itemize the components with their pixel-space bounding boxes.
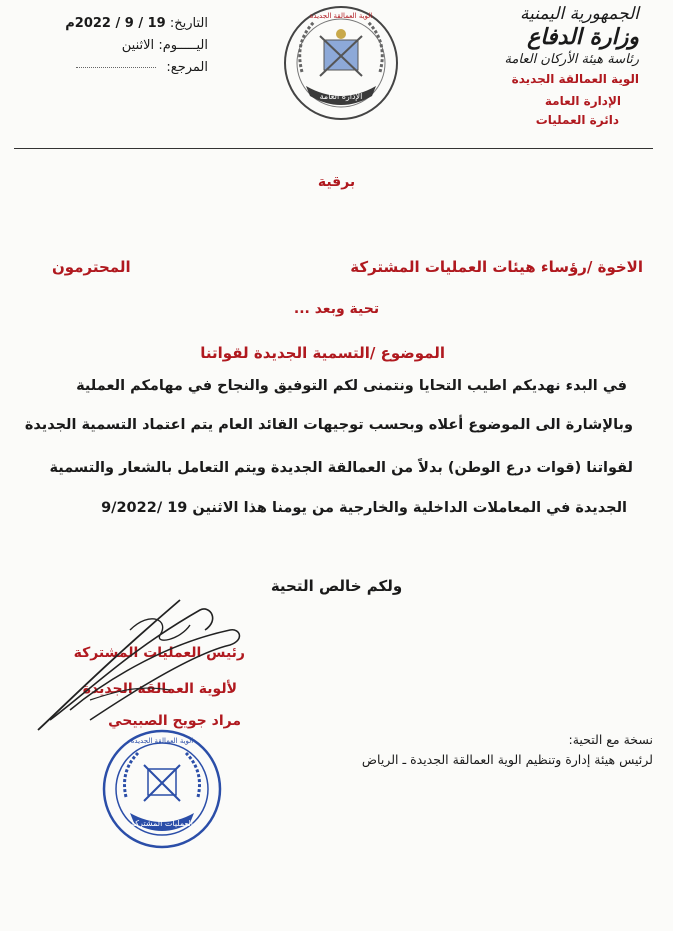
ministry-line: وزارة الدفاع	[527, 24, 639, 50]
body-line-4: الجديدة في المعاملات الداخلية والخارجية من يومنا هذا الاثنين 19 /9/2022	[101, 500, 627, 516]
header-divider	[14, 148, 653, 149]
signature-title: رئيس العمليات المشتركة	[73, 645, 245, 661]
body-line-2: وبالإشارة الى الموضوع أعلاه وبحسب توجيهات القائد العام يتم اعتماد التسمية الجديدة	[24, 417, 633, 433]
department-line: دائرة العمليات	[535, 113, 619, 127]
emblem-top-text: الوية العمالقة الجديدة	[309, 12, 373, 20]
staff-line: رئاسة هيئة الأركان العامة	[504, 52, 639, 67]
respected-line: المحترمون	[52, 258, 131, 276]
copy-label: نسخة مع التحية:	[568, 732, 653, 747]
handwritten-signature	[30, 590, 260, 740]
date-row	[38, 16, 208, 31]
signature-name: مراد جويح الصبيحي	[108, 713, 241, 729]
admin-line: الإدارة العامة	[544, 94, 621, 108]
copy-line: لرئيس هيئة إدارة وتنظيم الوية العمالقة الجديدة ـ الرياض	[361, 752, 653, 767]
closing-line: ولكم خالص التحية	[270, 577, 403, 595]
doc-type: برقية	[317, 174, 356, 190]
date-value: 19 / 9 / 2022م	[65, 16, 166, 31]
ref-label: المرجع:	[166, 60, 208, 75]
body-line-1: في البدء نهديكم اطيب التحايا ونتمنى لكم التوفيق والنجاح في مهامكم العملية	[76, 378, 627, 394]
official-stamp	[100, 727, 224, 851]
greeting-line: تحية وبعد ...	[293, 301, 380, 317]
brigade-line: الوية العمالقة الجديدة	[511, 72, 639, 86]
day-label: اليـــــوم:	[158, 38, 208, 53]
subject-line: الموضوع /التسمية الجديدة لقواتنا	[200, 344, 445, 362]
date-label: التاريخ:	[169, 16, 208, 31]
day-row	[38, 38, 208, 53]
stamp-bottom-text: العمليات المشتركة	[130, 819, 194, 828]
brigade-emblem-logo	[280, 2, 402, 124]
emblem-bottom-text: الإدارة العامة	[319, 92, 363, 101]
day-value: الاثنين	[121, 38, 155, 53]
ref-blank	[76, 67, 156, 68]
ref-row	[38, 60, 208, 75]
republic-line: الجمهورية اليمنية	[519, 4, 639, 24]
signature-unit: لألوية العمالقة الجديدة	[82, 681, 237, 697]
recipient-line: الاخوة /رؤساء هيئات العمليات المشتركة	[350, 258, 643, 276]
stamp-top-text: الوية العمالقة الجديدة	[130, 737, 194, 745]
body-line-3: لقواتنا (قوات درع الوطن) بدلاً من العمالقة الجديدة ويتم التعامل بالشعار والتسمية	[49, 460, 633, 476]
